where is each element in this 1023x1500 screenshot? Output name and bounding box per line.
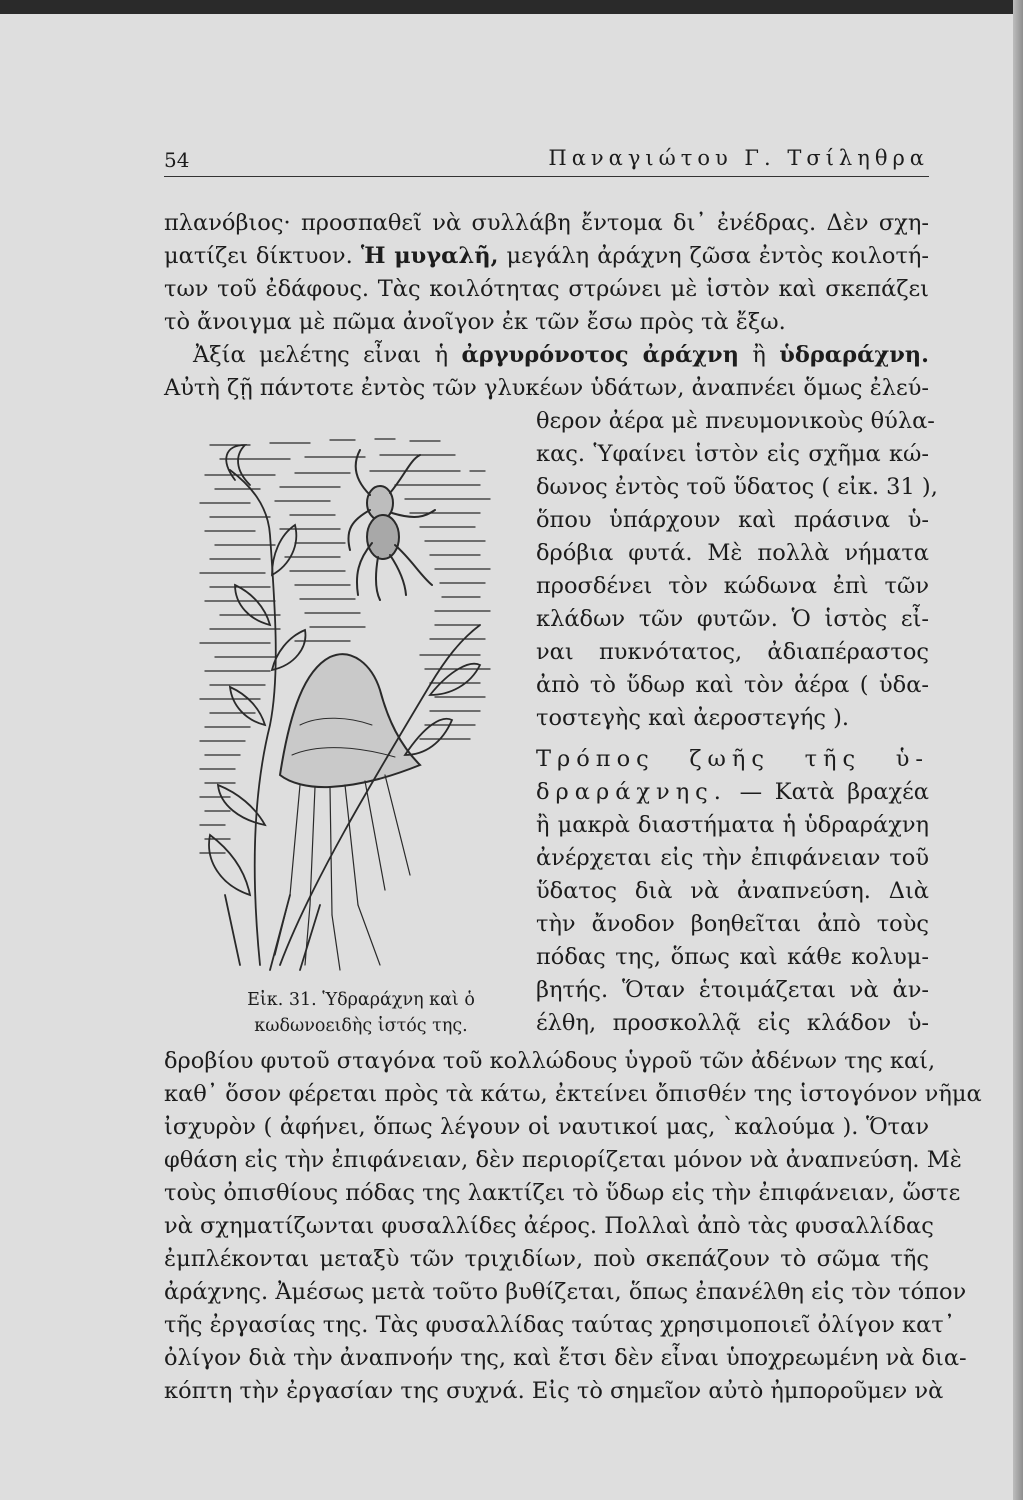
- text-line: τοστεγὴς καὶ ἀεροστεγής ).: [536, 705, 850, 731]
- text-line: καθ᾽ ὅσον φέρεται πρὸς τὰ κάτω, ἐκτείνει ὄπισθέν της ἱστογόνον νῆμα: [164, 1081, 982, 1107]
- text-line: ἀράχνης. Ἀμέσως μετὰ τοῦτο βυθίζεται, ὅπως ἐπανέλθη εἰς τὸν τόπον: [164, 1279, 967, 1305]
- text-line: κλάδων τῶν φυτῶν. Ὁ ἱστὸς εἶ-: [536, 606, 929, 632]
- text-line: τὸ ἄνοιγμα μὲ πῶμα ἀνοῖγον ἐκ τῶν ἔσω πρὸς τὰ ἔξω.: [164, 309, 786, 335]
- text-line: Ἀξία μελέτης εἶναι ἡ ἀργυρόνοτος ἀράχνη ἢ ὑδραράχνη.: [193, 342, 929, 368]
- text-line: τοὺς ὀπισθίους πόδας της λακτίζει τὸ ὕδωρ εἰς τὴν ἐπιφάνειαν, ὥστε: [164, 1180, 961, 1206]
- text-line: των τοῦ ἐδάφους. Τὰς κοιλότητας στρώνει μὲ ἱστὸν καὶ σκεπάζει: [164, 276, 929, 302]
- text-line: ὕδατος διὰ νὰ ἀναπνεύση. Διὰ: [536, 878, 929, 904]
- text-line: τῆς ἐργασίας της. Τὰς φυσαλλίδας ταύτας χρησιμοποιεῖ ὀλίγον κατ᾽: [164, 1312, 955, 1338]
- text-line: Αὐτὴ ζῇ πάντοτε ἐντὸς τῶν γλυκέων ὑδάτων, ἀναπνέει ὅμως ἐλεύ-: [164, 375, 929, 401]
- text-line: ναι πυκνότατος, ἀδιαπέραστος: [536, 639, 929, 665]
- scan-top-edge: [0, 0, 1023, 14]
- figure-water-spider-illustration: [180, 425, 515, 980]
- page-header: [164, 146, 929, 177]
- text-line: δωνος ἐντὸς τοῦ ὕδατος ( εἰκ. 31 ),: [536, 474, 938, 500]
- figure-caption: κωδωνοειδὴς ἱστός της.: [254, 1016, 468, 1036]
- text-line: βητής. Ὅταν ἑτοιμάζεται νὰ ἀν-: [536, 977, 929, 1003]
- water-spider-drawing: [180, 425, 515, 980]
- term-argyronotos: ἀργυρόνοτος ἀράχνη: [461, 342, 740, 368]
- text-line: κόπτη τὴν ἐργασίαν της συχνά. Εἰς τὸ σημεῖον αὐτὸ ἠμποροῦμεν νὰ: [164, 1378, 944, 1404]
- text-line: δρόβια φυτά. Μὲ πολλὰ νήματα: [536, 540, 929, 566]
- section-heading: Τρόπος ζωῆς τῆς ὑ-: [536, 746, 929, 772]
- term-mygali: Ἡ μυγαλῆ,: [360, 243, 499, 269]
- section-heading-end: δραράχνης.: [536, 779, 727, 805]
- text-line: θερον ἀέρα μὲ πνευμονικοὺς θύλα-: [536, 408, 935, 434]
- text-line: τὴν ἄνοδον βοηθεῖται ἀπὸ τοὺς: [536, 911, 929, 937]
- text-line: ἀνέρχεται εἰς τὴν ἐπιφάνειαν τοῦ: [536, 845, 929, 871]
- text-line: ὅπου ὑπάρχουν καὶ πράσινα ὑ-: [536, 507, 929, 533]
- text-line: πλανόβιος· προσπαθεῖ νὰ συλλάβη ἔντομα δι᾽ ἐνέδρας. Δὲν σχη-: [164, 210, 929, 236]
- text-line: έλθη, προσκολλᾷ εἰς κλάδον ὑ-: [536, 1010, 929, 1036]
- text-line: δραράχνης. — Κατὰ βραχέα: [536, 779, 929, 805]
- bell-threads: [275, 775, 410, 970]
- page-number: 54: [164, 148, 190, 172]
- text-line: ἢ μακρὰ διαστήματα ἡ ὑδραράχνη: [536, 812, 929, 838]
- text-line: προσδένει τὸν κώδωνα ἐπὶ τῶν: [536, 573, 929, 599]
- running-head: Παναγιώτου Γ. Τσίληθρα: [548, 146, 929, 170]
- water-hatching: [200, 439, 490, 853]
- scan-right-edge: [1013, 0, 1023, 1500]
- text-line: ἰσχυρὸν ( ἀφήνει, ὅπως λέγουν οἱ ναυτικοί μας, `καλούμα ). Ὅταν: [164, 1114, 929, 1140]
- figure-caption: Εἰκ. 31. Ὑδραράχνη καὶ ὁ: [247, 990, 475, 1010]
- term-ydrarachni: ὑδραράχνη.: [779, 342, 929, 368]
- text-line: φθάση εἰς τὴν ἐπιφάνειαν, δὲν περιορίζεται μόνον νὰ ἀναπνεύση. Μὲ: [164, 1147, 962, 1173]
- text-line: δροβίου φυτοῦ σταγόνα τοῦ κολλώδους ὑγροῦ τῶν ἀδένων της καί,: [164, 1048, 936, 1074]
- text-line: ἐμπλέκονται μεταξὺ τῶν τριχιδίων, ποὺ σκεπάζουν τὸ σῶμα τῆς: [164, 1246, 929, 1272]
- text-line: κας. Ὑφαίνει ἱστὸν εἰς σχῆμα κώ-: [536, 441, 929, 467]
- diving-bell-web: [280, 654, 420, 787]
- text-line: νὰ σχηματίζωνται φυσαλλίδες ἀέρος. Πολλαὶ ἀπὸ τὰς φυσαλλίδας: [164, 1213, 934, 1239]
- text-line: ματίζει δίκτυον. Ἡ μυγαλῆ, μεγάλη ἀράχνη ζῶσα ἐντὸς κοιλοτή-: [164, 243, 930, 269]
- text-line: ὀλίγον διὰ τὴν ἀναπνοήν της, καὶ ἔτσι δὲν εἶναι ὑποχρεωμένη νὰ δια-: [164, 1345, 967, 1371]
- spider: [348, 450, 435, 600]
- text-line: πόδας της, ὅπως καὶ κάθε κολυμ-: [536, 944, 929, 970]
- text-line: ἀπὸ τὸ ὕδωρ καὶ τὸν ἀέρα ( ὑδα-: [536, 672, 929, 698]
